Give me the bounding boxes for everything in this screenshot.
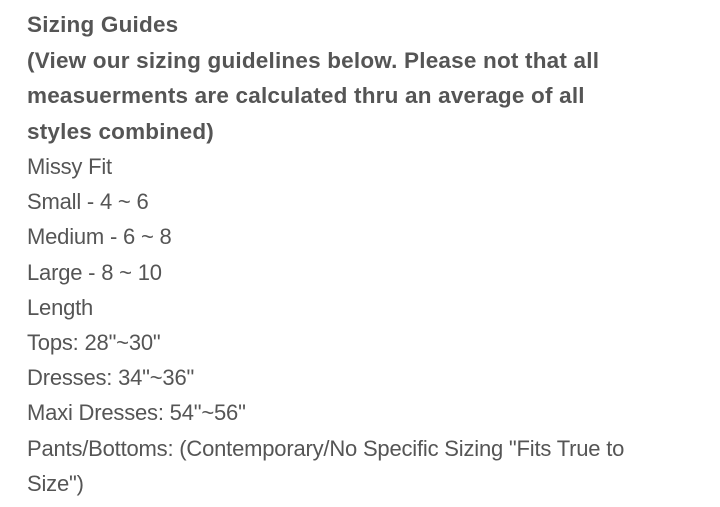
heading-title: Sizing Guides — [27, 12, 179, 37]
length-maxi-dresses: Maxi Dresses: 54"~56" — [27, 400, 246, 426]
sizing-lines — [27, 149, 697, 501]
fit-label: Missy Fit — [27, 154, 112, 179]
sizing-heading — [27, 7, 697, 149]
size-large: Large - 8 ~ 10 — [27, 259, 162, 285]
sizing-guide — [27, 7, 697, 501]
length-pants-bottoms-cont: Size") — [27, 470, 84, 496]
length-tops: Tops: 28"~30" — [27, 330, 161, 356]
length-dresses: Dresses: 34"~36" — [27, 365, 195, 391]
size-small: Small - 4 ~ 6 — [27, 189, 149, 215]
length-label: Length — [27, 294, 94, 320]
size-medium: Medium - 6 ~ 8 — [27, 224, 172, 250]
heading-note-line: styles combined) — [27, 118, 215, 144]
heading-note-line: (View our sizing guidelines below. Please not that all — [27, 47, 600, 73]
heading-note-line: measuerments are calculated thru an average of all — [27, 83, 585, 108]
length-pants-bottoms: Pants/Bottoms: (Contemporary/No Specific Sizing "Fits True to — [27, 435, 625, 461]
